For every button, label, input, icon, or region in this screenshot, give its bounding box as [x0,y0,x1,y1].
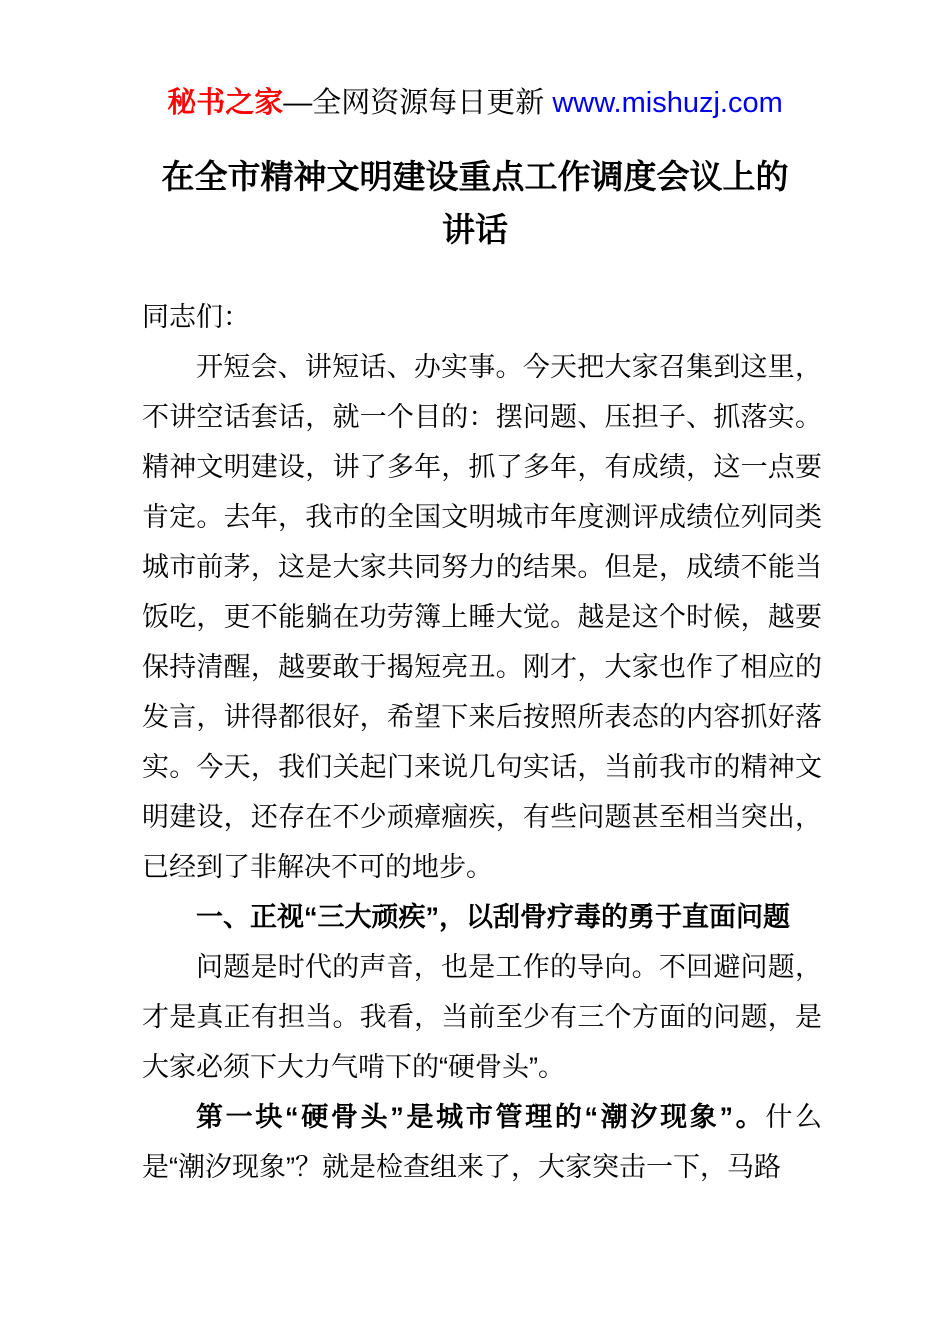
first-hard-bone-paragraph [142,1092,822,1192]
salutation-paragraph: 同志们： [142,302,250,332]
document-title-line2: 讲话 [442,211,508,248]
section-heading-1: 一、正视“三大顽疾”，以刮骨疗毒的勇于直面问题 [196,902,790,932]
brand-text: 秘书之家 [167,87,284,119]
problems-overview-paragraph: 问题是时代的声音，也是工作的导向。不回避问题，才是真正有担当。我看，当前至少有三个方面的问题，是大家必须下大力气啃下的“硬骨头”。 [142,952,822,1082]
opening-paragraph: 开短会、讲短话、办实事。今天把大家召集到这里，不讲空话套话，就一个目的：摆问题、压担子、抓落实。精神文明建设，讲了多年，抓了多年，有成绩，这一点要肯定。去年，我市的全国文明城市年度测评成绩位列同类城市前茅，这是大家共同努力的结果。但是，成绩不能当饭吃，更不能躺在功劳簿上睡大觉。越是这个时候，越要保持清醒，越要敢于揭短亮丑。刚才，大家也作了相应的发言，讲得都很好，希望下来后按照所表态的内容抓好落实。今天，我们关起门来说几句实话，当前我市的精神文明建设，还存在不少顽瘴痼疾，有些问题甚至相当突出，已经到了非解决不可的地步。 [142,352,822,882]
first-hard-bone-lead: 第一块“硬骨头”是城市管理的“潮汐现象”。 [196,1102,766,1132]
header-banner [0,0,950,120]
document-title [0,150,950,256]
document-body [142,292,822,1192]
header-tagline: —全网资源每日更新 [283,87,553,119]
document-title-line1: 在全市精神文明建设重点工作调度会议上的 [161,158,789,195]
first-hard-bone-rest: 什么是“潮汐现象”？就是检查组来了，大家突击一下，马路 [142,1102,823,1182]
site-url-link[interactable]: www.mishuzj.com [552,87,783,119]
